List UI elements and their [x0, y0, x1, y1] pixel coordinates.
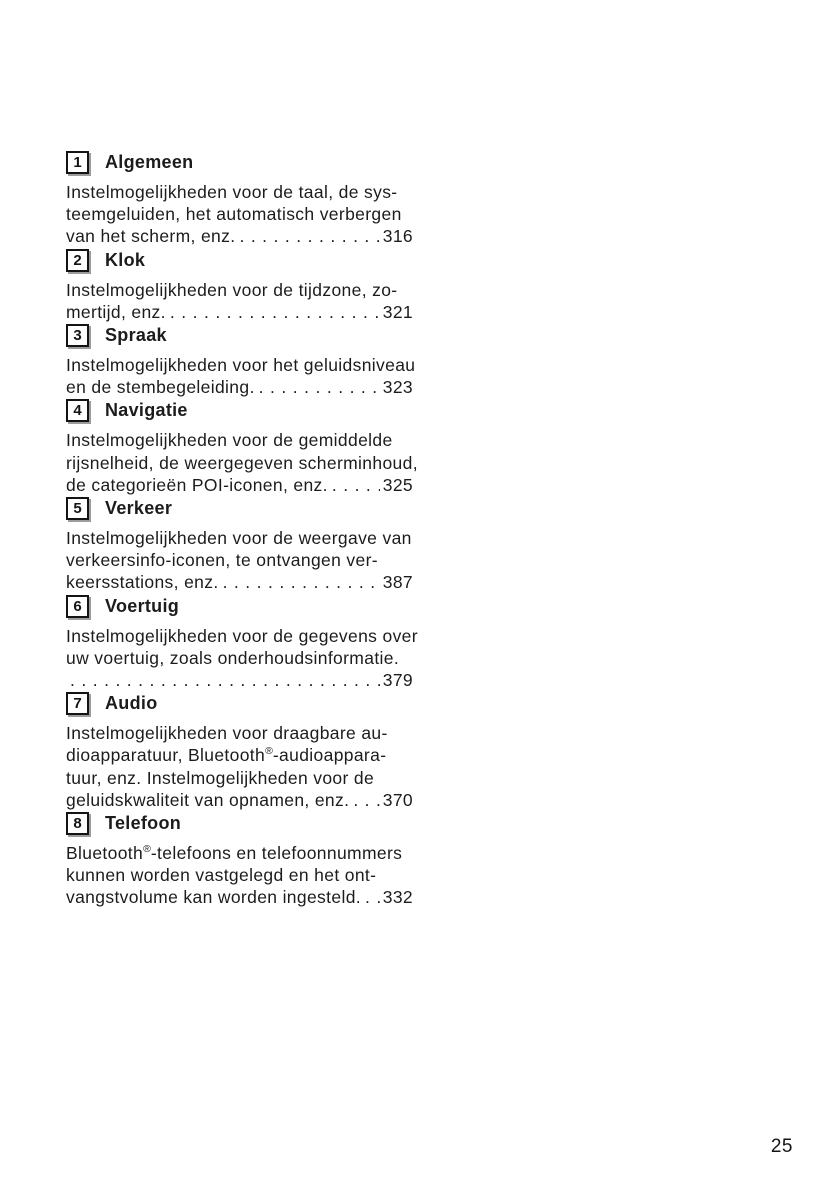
section-title: Spraak: [105, 325, 167, 346]
dot-leader: [259, 376, 380, 398]
section-number-box: [66, 151, 89, 174]
section-last-line: [66, 789, 413, 811]
toc-section: [66, 399, 418, 496]
section-last-line: [66, 571, 413, 593]
toc-section: [66, 497, 413, 594]
section-title: Verkeer: [105, 498, 173, 519]
page-reference: 332: [382, 887, 413, 908]
last-line-text: keersstations, enz.: [66, 572, 219, 593]
dot-leader: [223, 571, 380, 593]
last-line-text: geluidskwaliteit van opnamen, enz.: [66, 789, 350, 810]
section-heading: [66, 249, 413, 272]
section-number: 2: [73, 251, 82, 269]
section-body: [66, 527, 413, 594]
dot-leader: [353, 789, 379, 811]
section-number-box: [66, 249, 89, 272]
section-title: Algemeen: [105, 152, 194, 172]
section-last-line: [66, 225, 413, 247]
section-body-line: Instelmogelijkheden voor de taal, de sys-: [66, 182, 398, 202]
section-title: Voertuig: [105, 595, 180, 616]
section-body-line: rijsnelheid, de weergegeven scherminhoud,: [66, 452, 418, 473]
section-last-line: [66, 669, 413, 691]
dot-leader: [365, 886, 380, 908]
last-line-text: de categorieën POI-iconen, enz.: [66, 474, 328, 495]
section-body: [66, 429, 418, 496]
section-body-line: Instelmogelijkheden voor de gegevens over: [66, 625, 418, 646]
toc-section: [66, 812, 413, 909]
section-number: 7: [73, 695, 82, 713]
page-reference: 323: [382, 377, 413, 398]
section-number: 3: [73, 327, 82, 345]
section-last-line: [66, 886, 413, 908]
section-number-box: [66, 324, 89, 347]
dot-leader: [170, 301, 380, 323]
section-last-line: [66, 474, 413, 496]
section-number: 4: [73, 402, 82, 420]
section-body-line: teemgeluiden, het automatisch verbergen: [66, 204, 402, 225]
section-body: [66, 625, 418, 692]
page-reference: 321: [382, 301, 413, 322]
section-number: 5: [73, 500, 82, 518]
settings-toc: [66, 151, 418, 910]
section-last-line: [66, 301, 413, 323]
section-body: [66, 722, 413, 811]
section-body-line: Instelmogelijkheden voor draagbare au-: [66, 723, 388, 744]
section-number: 1: [73, 154, 82, 171]
section-body: [66, 279, 413, 323]
section-body-line: Instelmogelijkheden voor de gemiddelde: [66, 430, 393, 451]
last-line-text: van het scherm, enz.: [66, 226, 236, 247]
last-line-text: vangstvolume kan worden ingesteld.: [66, 887, 361, 908]
last-line-text: en de stembegeleiding.: [66, 377, 255, 398]
section-body-line: Instelmogelijkheden voor de tijdzone, zo-: [66, 279, 398, 300]
section-last-line: [66, 376, 413, 398]
section-number-box: [66, 399, 89, 422]
section-number: 6: [73, 597, 82, 615]
section-body-line: Instelmogelijkheden voor het geluidsniveau: [66, 355, 416, 376]
section-body-line: kunnen worden vastgelegd en het ont-: [66, 865, 377, 886]
section-body-line: Instelmogelijkheden voor de weergave van: [66, 528, 412, 549]
section-title: Audio: [105, 693, 158, 714]
page-reference: 316: [382, 226, 413, 247]
page-reference: 325: [382, 474, 413, 495]
section-body: [66, 842, 413, 909]
section-number: 8: [73, 815, 82, 833]
dot-leader: [239, 225, 379, 247]
page-number: 25: [770, 1136, 793, 1157]
section-heading: [66, 399, 413, 422]
section-heading: [66, 812, 413, 835]
section-body-line: verkeersinfo-iconen, te ontvangen ver-: [66, 550, 378, 571]
section-body: [66, 354, 416, 398]
section-title: Klok: [105, 249, 146, 270]
dot-leader: [70, 669, 380, 691]
section-body-line: Bluetooth®-telefoons en telefoonnummers: [66, 843, 403, 864]
section-body-line: dioapparatuur, Bluetooth®-audioappara-: [66, 745, 387, 766]
section-heading: [66, 324, 413, 347]
toc-section: [66, 151, 413, 248]
section-body-line: uw voertuig, zoals onderhoudsinformatie.: [66, 647, 400, 668]
section-number-box: [66, 692, 89, 715]
toc-section: [66, 249, 413, 323]
section-number-box: [66, 595, 89, 618]
section-heading: [66, 497, 413, 520]
page-reference: 387: [382, 572, 413, 593]
section-heading: [66, 692, 413, 715]
section-number-box: [66, 812, 89, 835]
section-body: [66, 181, 413, 248]
section-heading: [66, 151, 413, 174]
toc-section: [66, 324, 416, 398]
registered-trademark-symbol: ®: [143, 843, 151, 856]
page-reference: 370: [382, 789, 413, 810]
toc-section: [66, 595, 418, 692]
page-reference: 379: [382, 670, 413, 691]
toc-section: [66, 692, 413, 811]
section-number-box: [66, 497, 89, 520]
dot-leader: [332, 474, 380, 496]
section-body-line: tuur, enz. Instelmogelijkheden voor de: [66, 767, 375, 788]
section-title: Navigatie: [105, 400, 188, 421]
registered-trademark-symbol: ®: [265, 745, 273, 758]
section-title: Telefoon: [105, 813, 182, 834]
last-line-text: mertijd, enz.: [66, 301, 166, 322]
section-heading: [66, 595, 413, 618]
